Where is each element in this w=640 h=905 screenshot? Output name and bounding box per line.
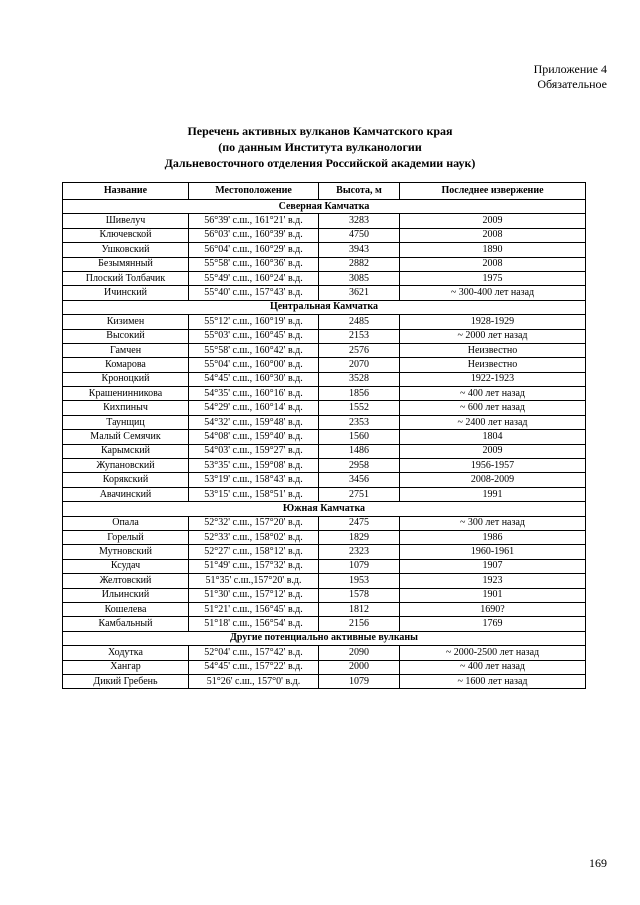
cell-last-eruption: 1928-1929 [400, 315, 586, 329]
cell-name: Карымский [63, 444, 189, 458]
table-row [63, 473, 586, 487]
table-row [63, 343, 586, 357]
cell-location: 54°29' с.ш., 160°14' в.д. [189, 401, 319, 415]
cell-last-eruption: 1960-1961 [400, 545, 586, 559]
cell-name: Таунщиц [63, 415, 189, 429]
table-row [63, 257, 586, 271]
cell-name: Кихпиныч [63, 401, 189, 415]
cell-location: 56°04' с.ш., 160°29' в.д. [189, 243, 319, 257]
cell-last-eruption: ~ 600 лет назад [400, 401, 586, 415]
cell-last-eruption: ~ 300 лет назад [400, 516, 586, 530]
cell-height: 2156 [319, 617, 400, 631]
cell-location: 51°30' с.ш., 157°12' в.д. [189, 588, 319, 602]
cell-last-eruption: 1901 [400, 588, 586, 602]
cell-height: 1560 [319, 430, 400, 444]
column-header-location: Местоположение [189, 183, 319, 200]
table-row [63, 372, 586, 386]
cell-location: 54°35' с.ш., 160°16' в.д. [189, 387, 319, 401]
cell-name: Хангар [63, 660, 189, 674]
table-body [63, 200, 586, 689]
table-row [63, 401, 586, 415]
cell-location: 56°39' с.ш., 161°21' в.д. [189, 214, 319, 228]
cell-name: Ушковский [63, 243, 189, 257]
cell-name: Шивелуч [63, 214, 189, 228]
cell-last-eruption: ~ 2400 лет назад [400, 415, 586, 429]
table-row [63, 243, 586, 257]
cell-last-eruption: 1986 [400, 530, 586, 544]
column-header-height: Высота, м [319, 183, 400, 200]
cell-last-eruption: ~ 1600 лет назад [400, 674, 586, 688]
cell-height: 1829 [319, 530, 400, 544]
cell-location: 55°12' с.ш., 160°19' в.д. [189, 315, 319, 329]
cell-location: 51°21' с.ш., 156°45' в.д. [189, 602, 319, 616]
cell-name: Кошелева [63, 602, 189, 616]
cell-last-eruption: 1804 [400, 430, 586, 444]
cell-last-eruption: 1923 [400, 574, 586, 588]
cell-name: Ильинский [63, 588, 189, 602]
cell-height: 1079 [319, 559, 400, 573]
cell-location: 53°19' с.ш., 158°43' в.д. [189, 473, 319, 487]
cell-height: 2323 [319, 545, 400, 559]
volcano-table [62, 182, 586, 689]
cell-location: 53°15' с.ш., 158°51' в.д. [189, 487, 319, 501]
table-row [63, 487, 586, 501]
table-row [63, 271, 586, 285]
table-header-row [63, 183, 586, 200]
cell-height: 2153 [319, 329, 400, 343]
cell-last-eruption: 1769 [400, 617, 586, 631]
cell-last-eruption: Неизвестно [400, 343, 586, 357]
cell-location: 51°26' с.ш., 157°0' в.д. [189, 674, 319, 688]
table-row [63, 329, 586, 343]
cell-last-eruption: 2008-2009 [400, 473, 586, 487]
cell-last-eruption: 1975 [400, 271, 586, 285]
table-row [63, 459, 586, 473]
cell-name: Гамчен [63, 343, 189, 357]
cell-height: 3528 [319, 372, 400, 386]
cell-name: Дикий Гребень [63, 674, 189, 688]
region-header-row [63, 502, 586, 516]
region-header-row [63, 300, 586, 314]
cell-height: 4750 [319, 228, 400, 242]
cell-location: 52°04' с.ш., 157°42' в.д. [189, 646, 319, 660]
cell-name: Кизимен [63, 315, 189, 329]
cell-location: 54°32' с.ш., 159°48' в.д. [189, 415, 319, 429]
table-row [63, 674, 586, 688]
cell-name: Малый Семячик [63, 430, 189, 444]
table-row [63, 530, 586, 544]
table-row [63, 415, 586, 429]
cell-location: 55°03' с.ш., 160°45' в.д. [189, 329, 319, 343]
cell-last-eruption: 2008 [400, 257, 586, 271]
cell-last-eruption: Неизвестно [400, 358, 586, 372]
table-row [63, 516, 586, 530]
cell-location: 55°58' с.ш., 160°36' в.д. [189, 257, 319, 271]
table-row [63, 588, 586, 602]
region-header-row [63, 200, 586, 214]
cell-location: 55°40' с.ш., 157°43' в.д. [189, 286, 319, 300]
table-row [63, 358, 586, 372]
table-row [63, 559, 586, 573]
cell-height: 1079 [319, 674, 400, 688]
cell-last-eruption: 1890 [400, 243, 586, 257]
region-header: Южная Камчатка [63, 502, 586, 516]
cell-height: 2090 [319, 646, 400, 660]
cell-name: Жупановский [63, 459, 189, 473]
cell-height: 2353 [319, 415, 400, 429]
cell-last-eruption: 2009 [400, 444, 586, 458]
cell-last-eruption: 1991 [400, 487, 586, 501]
cell-height: 3943 [319, 243, 400, 257]
table-row [63, 660, 586, 674]
cell-height: 1812 [319, 602, 400, 616]
cell-last-eruption: 1922-1923 [400, 372, 586, 386]
table-row [63, 214, 586, 228]
table-row [63, 228, 586, 242]
cell-height: 2000 [319, 660, 400, 674]
cell-height: 1856 [319, 387, 400, 401]
cell-location: 55°58' с.ш., 160°42' в.д. [189, 343, 319, 357]
cell-location: 53°35' с.ш., 159°08' в.д. [189, 459, 319, 473]
appendix-label [534, 62, 607, 92]
column-header-last-eruption: Последнее извержение [400, 183, 586, 200]
cell-location: 54°45' с.ш., 160°30' в.д. [189, 372, 319, 386]
table-row [63, 286, 586, 300]
cell-last-eruption: ~ 400 лет назад [400, 387, 586, 401]
cell-height: 1953 [319, 574, 400, 588]
cell-location: 52°33' с.ш., 158°02' в.д. [189, 530, 319, 544]
table-row [63, 315, 586, 329]
cell-name: Крашенинникова [63, 387, 189, 401]
cell-location: 54°08' с.ш., 159°40' в.д. [189, 430, 319, 444]
cell-height: 1486 [319, 444, 400, 458]
table-row [63, 646, 586, 660]
table-row [63, 387, 586, 401]
cell-last-eruption: 1690? [400, 602, 586, 616]
cell-location: 52°32' с.ш., 157°20' в.д. [189, 516, 319, 530]
cell-location: 55°49' с.ш., 160°24' в.д. [189, 271, 319, 285]
cell-name: Горелый [63, 530, 189, 544]
cell-height: 1578 [319, 588, 400, 602]
cell-last-eruption: ~ 400 лет назад [400, 660, 586, 674]
cell-location: 55°04' с.ш., 160°00' в.д. [189, 358, 319, 372]
cell-name: Камбальный [63, 617, 189, 631]
cell-name: Опала [63, 516, 189, 530]
cell-height: 3621 [319, 286, 400, 300]
table-row [63, 545, 586, 559]
appendix-status: Обязательное [537, 77, 607, 91]
cell-location: 56°03' с.ш., 160°39' в.д. [189, 228, 319, 242]
cell-name: Мутновский [63, 545, 189, 559]
table-row [63, 430, 586, 444]
cell-name: Ичинский [63, 286, 189, 300]
cell-height: 3085 [319, 271, 400, 285]
region-header-row [63, 631, 586, 645]
cell-location: 51°35' с.ш.,157°20' в.д. [189, 574, 319, 588]
cell-name: Высокий [63, 329, 189, 343]
document-title [0, 123, 640, 171]
table-row [63, 574, 586, 588]
cell-last-eruption: ~ 2000 лет назад [400, 329, 586, 343]
title-line-2: (по данным Института вулканологии [218, 140, 422, 154]
cell-last-eruption: ~ 300-400 лет назад [400, 286, 586, 300]
cell-height: 2485 [319, 315, 400, 329]
cell-last-eruption: 1907 [400, 559, 586, 573]
title-line-3: Дальневосточного отделения Российской академии наук) [164, 156, 476, 170]
cell-height: 2475 [319, 516, 400, 530]
column-header-name: Название [63, 183, 189, 200]
cell-name: Ключевской [63, 228, 189, 242]
page-number: 169 [589, 856, 607, 870]
cell-name: Комарова [63, 358, 189, 372]
cell-height: 2882 [319, 257, 400, 271]
cell-name: Кроноцкий [63, 372, 189, 386]
cell-name: Ходутка [63, 646, 189, 660]
cell-name: Желтовский [63, 574, 189, 588]
cell-height: 3283 [319, 214, 400, 228]
region-header: Другие потенциально активные вулканы [63, 631, 586, 645]
cell-name: Ксудач [63, 559, 189, 573]
cell-last-eruption: ~ 2000-2500 лет назад [400, 646, 586, 660]
cell-height: 2751 [319, 487, 400, 501]
cell-height: 1552 [319, 401, 400, 415]
cell-name: Плоский Толбачик [63, 271, 189, 285]
title-line-1: Перечень активных вулканов Камчатского края [187, 124, 453, 138]
table-row [63, 444, 586, 458]
cell-last-eruption: 2008 [400, 228, 586, 242]
cell-height: 2958 [319, 459, 400, 473]
cell-height: 2070 [319, 358, 400, 372]
cell-location: 52°27' с.ш., 158°12' в.д. [189, 545, 319, 559]
cell-name: Корякский [63, 473, 189, 487]
cell-name: Безымянный [63, 257, 189, 271]
cell-name: Авачинский [63, 487, 189, 501]
appendix-number: Приложение 4 [533, 62, 607, 76]
table-row [63, 602, 586, 616]
cell-location: 51°49' с.ш., 157°32' в.д. [189, 559, 319, 573]
table-row [63, 617, 586, 631]
region-header: Северная Камчатка [63, 200, 586, 214]
cell-location: 54°45' с.ш., 157°22' в.д. [189, 660, 319, 674]
cell-location: 51°18' с.ш., 156°54' в.д. [189, 617, 319, 631]
cell-last-eruption: 1956-1957 [400, 459, 586, 473]
cell-height: 3456 [319, 473, 400, 487]
region-header: Центральная Камчатка [63, 300, 586, 314]
cell-location: 54°03' с.ш., 159°27' в.д. [189, 444, 319, 458]
cell-height: 2576 [319, 343, 400, 357]
cell-last-eruption: 2009 [400, 214, 586, 228]
